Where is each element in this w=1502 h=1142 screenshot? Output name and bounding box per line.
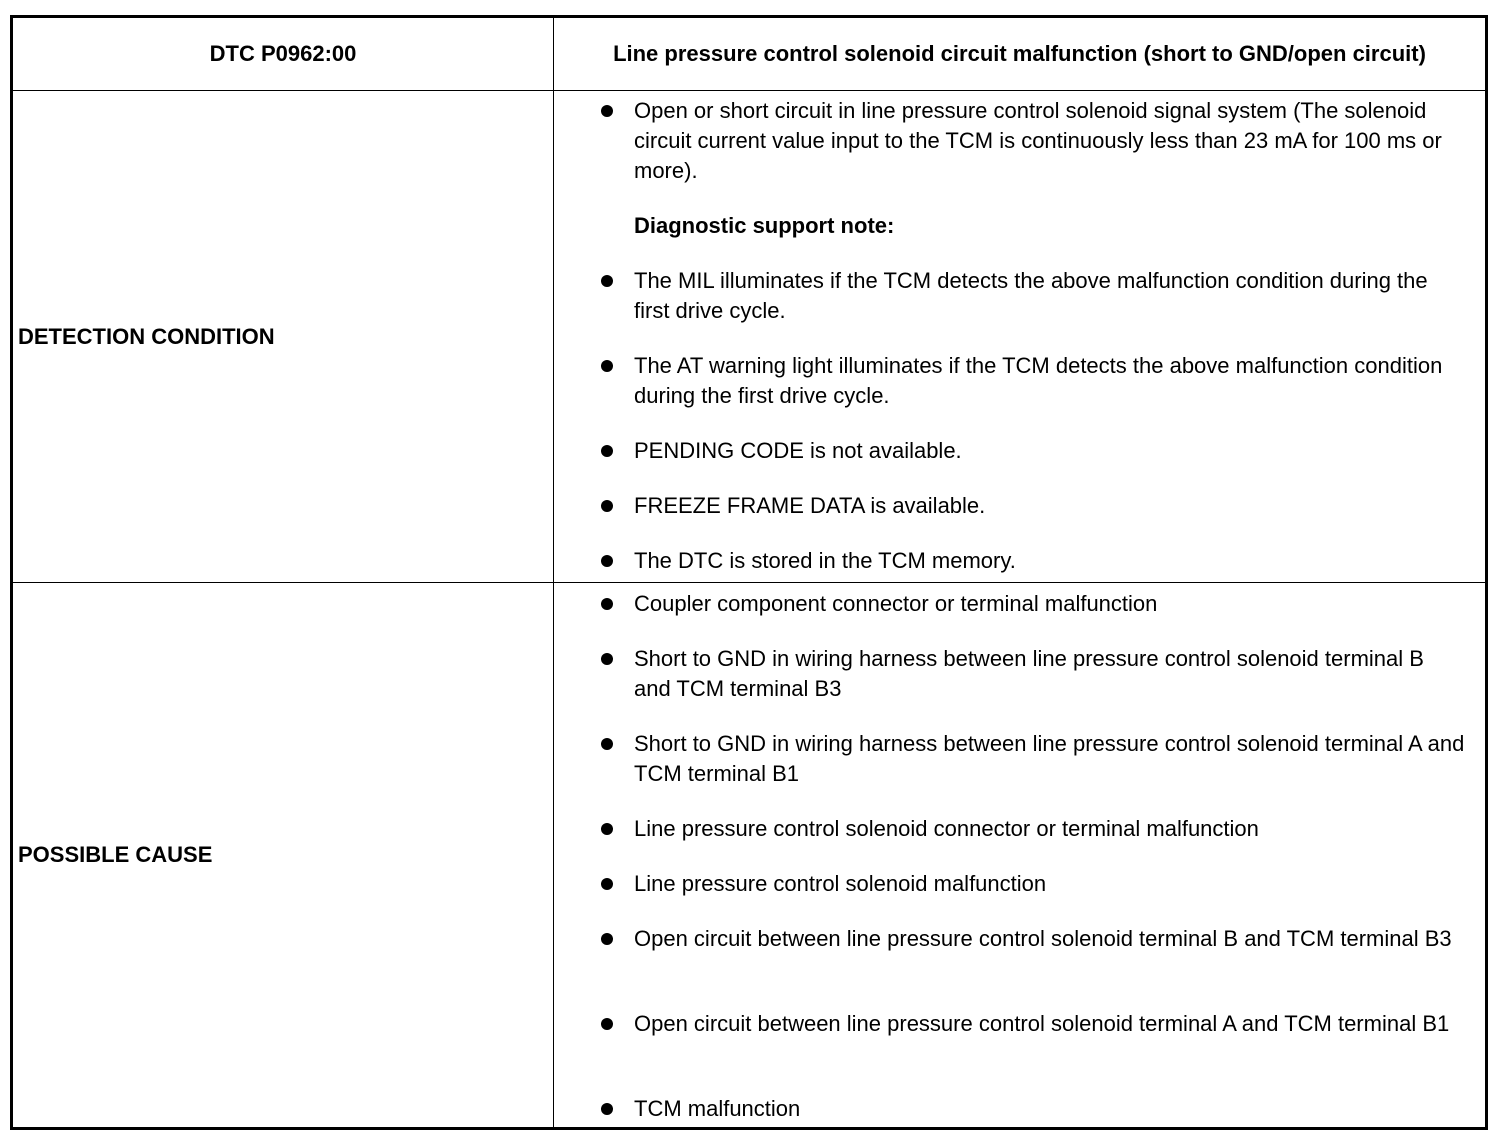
detection-label-cell <box>13 91 554 582</box>
cause-item: Line pressure control solenoid connector or terminal malfunction <box>634 814 1465 844</box>
cause-item: TCM malfunction <box>634 1094 1465 1124</box>
detection-item: PENDING CODE is not available. <box>634 436 1465 466</box>
bullet-icon <box>601 500 613 512</box>
bullet-icon <box>601 555 613 567</box>
detection-item: The MIL illuminates if the TCM detects the above malfunction condition during the first drive cycle. <box>634 266 1465 326</box>
cause-label-cell <box>13 583 554 1127</box>
dtc-table <box>10 15 1488 1130</box>
dtc-title: Line pressure control solenoid circuit malfunction (short to GND/open circuit) <box>613 41 1426 66</box>
cause-content-cell <box>554 583 1485 1127</box>
bullet-icon <box>601 823 613 835</box>
detection-condition-label: DETECTION CONDITION <box>18 323 275 349</box>
bullet-icon <box>601 653 613 665</box>
dtc-code: DTC P0962:00 <box>13 18 554 90</box>
bullet-icon <box>601 445 613 457</box>
cause-item: Open circuit between line pressure control solenoid terminal A and TCM terminal B1 <box>634 1009 1465 1039</box>
detection-content-cell <box>554 91 1485 582</box>
detection-item: Open or short circuit in line pressure control solenoid signal system (The solenoid circuit current value input to the TCM is continuously less than 23 mA for 100 ms or more). <box>634 96 1465 186</box>
bullet-icon <box>601 275 613 287</box>
detection-row <box>13 91 1485 583</box>
detection-item: FREEZE FRAME DATA is available. <box>634 491 1465 521</box>
detection-item: The AT warning light illuminates if the TCM detects the above malfunction condition during the first drive cycle. <box>634 351 1465 411</box>
diagnostic-support-note-title: Diagnostic support note: <box>634 213 895 238</box>
cause-item: Short to GND in wiring harness between line pressure control solenoid terminal B and TCM terminal B3 <box>634 644 1465 704</box>
bullet-icon <box>601 1018 613 1030</box>
bullet-icon <box>601 598 613 610</box>
bullet-icon <box>601 360 613 372</box>
cause-item: Coupler component connector or terminal malfunction <box>634 589 1465 619</box>
cause-item: Short to GND in wiring harness between line pressure control solenoid terminal A and TCM terminal B1 <box>634 729 1465 789</box>
cause-item: Line pressure control solenoid malfunction <box>634 869 1465 899</box>
bullet-icon <box>601 738 613 750</box>
header-row <box>13 18 1485 91</box>
detection-item: The DTC is stored in the TCM memory. <box>634 546 1465 576</box>
bullet-icon <box>601 105 613 117</box>
bullet-icon <box>601 878 613 890</box>
bullet-icon <box>601 1103 613 1115</box>
possible-cause-label: POSSIBLE CAUSE <box>18 842 213 867</box>
cause-item: Open circuit between line pressure control solenoid terminal B and TCM terminal B3 <box>634 924 1465 954</box>
cause-row <box>13 583 1485 1127</box>
bullet-icon <box>601 933 613 945</box>
